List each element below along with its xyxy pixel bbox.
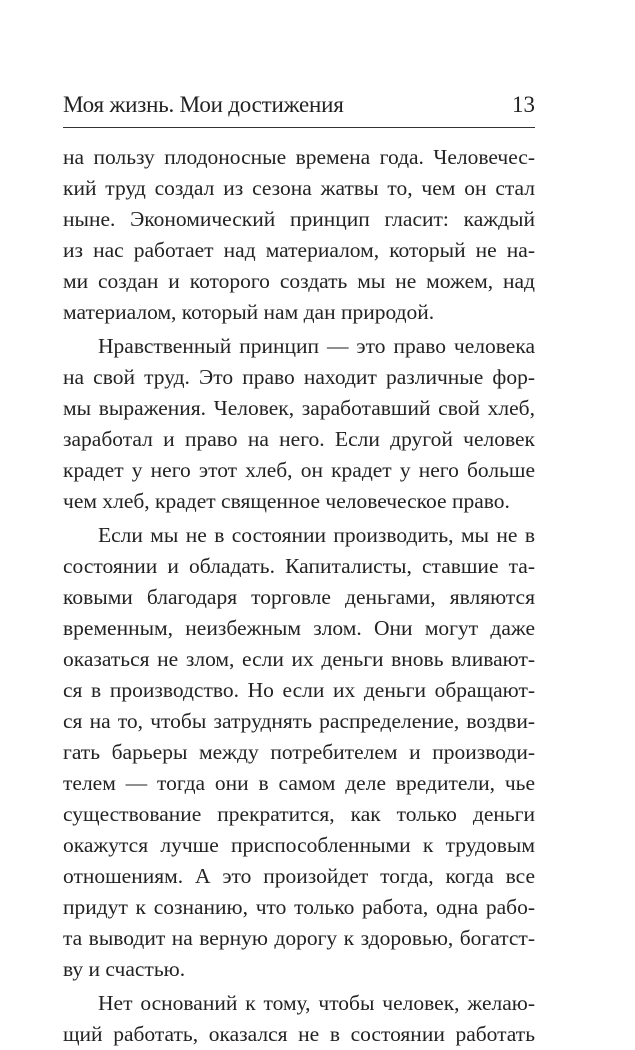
paragraph-1 bbox=[63, 142, 535, 328]
text-line: чем хлеб, крадет священное человеческое право. bbox=[63, 489, 510, 513]
running-title: Моя жизнь. Мои достижения bbox=[63, 92, 344, 117]
text-line: временным, неизбежным злом. Они могут даже bbox=[63, 616, 535, 640]
page-number: 13 bbox=[512, 92, 535, 117]
text-line: телем — тогда они в самом деле вредители, чье bbox=[63, 771, 535, 795]
paragraph-2 bbox=[63, 331, 535, 517]
text-line: ми создан и которого создать мы не можем, над bbox=[63, 269, 535, 293]
text-line: окажутся лучше приспособленными к трудовым bbox=[63, 833, 535, 857]
text-line: крадет у него этот хлеб, он крадет у него больше bbox=[63, 458, 535, 482]
text-line: из нас работает над материалом, который не на- bbox=[63, 238, 535, 262]
body-text bbox=[63, 142, 535, 1050]
text-line: Нравственный принцип — это право человека bbox=[98, 334, 535, 358]
paragraph-3 bbox=[63, 520, 535, 985]
text-line: состоянии и обладать. Капиталисты, ставшие та- bbox=[63, 554, 535, 578]
text-line: та выводит на верную дорогу к здоровью, богатст- bbox=[63, 926, 535, 950]
text-line: ковыми благодаря торговле деньгами, являются bbox=[63, 585, 535, 609]
text-line: ву и счастью. bbox=[63, 957, 186, 981]
text-line: ся на то, чтобы затруднять распределение, воздви- bbox=[63, 709, 535, 733]
text-line: ныне. Экономический принцип гласит: каждый bbox=[63, 207, 535, 231]
text-line: на пользу плодоносные времена года. Человечес- bbox=[63, 145, 535, 169]
text-line: Нет оснований к тому, чтобы человек, желаю- bbox=[98, 991, 535, 1015]
text-line: мы выражения. Человек, заработавший свой хлеб, bbox=[63, 396, 535, 420]
text-line: оказаться не злом, если их деньги вновь вливают- bbox=[63, 647, 535, 671]
paragraph-4 bbox=[63, 988, 535, 1050]
text-line: кий труд создал из сезона жатвы то, чем он стал bbox=[63, 176, 535, 200]
text-line: существование прекратится, как только деньги bbox=[63, 802, 535, 826]
text-line: придут к сознанию, что только работа, одна рабо- bbox=[63, 895, 535, 919]
text-line: на свой труд. Это право находит различные фор- bbox=[63, 365, 535, 389]
text-line: ся в производство. Но если их деньги обращают- bbox=[63, 678, 535, 702]
running-header bbox=[63, 87, 535, 128]
text-line: щий работать, оказался не в состоянии работать bbox=[63, 1022, 535, 1046]
text-line: отношениям. А это произойдет тогда, когда все bbox=[63, 864, 535, 888]
text-line: Если мы не в состоянии производить, мы не в bbox=[98, 523, 535, 547]
text-line: гать барьеры между потребителем и производи- bbox=[63, 740, 535, 764]
text-line: материалом, который нам дан природой. bbox=[63, 300, 435, 324]
text-line: заработал и право на него. Если другой человек bbox=[63, 427, 535, 451]
